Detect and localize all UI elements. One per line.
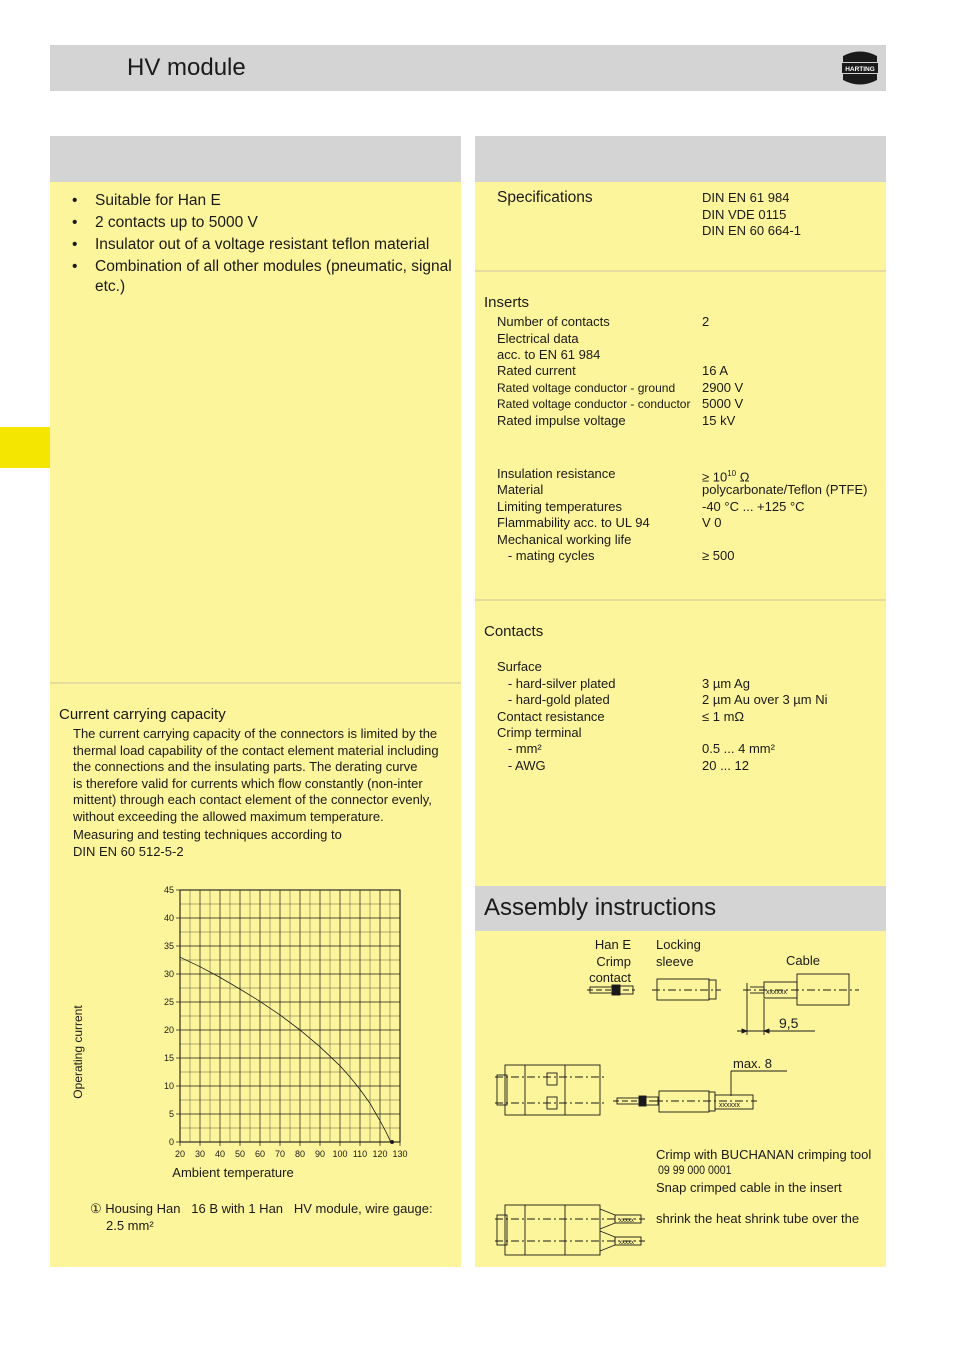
svg-text:xxxxxx: xxxxxx	[766, 989, 787, 996]
assembled-insert-icon	[495, 1205, 645, 1255]
right-divider-2	[475, 599, 886, 601]
chart-ticks	[164, 885, 408, 1159]
x-tick-label: 70	[274, 1149, 286, 1159]
y-tick-label: 45	[163, 885, 174, 895]
y-tick-label: 25	[163, 997, 174, 1007]
page-title: HV module	[127, 54, 246, 81]
assembled-contact-icon	[613, 1071, 787, 1112]
specifications-label: Specifications	[497, 189, 593, 206]
feature-item: • Combination of all other modules (pneumatic, signal etc.)	[50, 257, 455, 296]
y-tick-label: 0	[168, 1137, 174, 1147]
dimension-2: max. 8	[733, 1056, 773, 1071]
svg-text:xxxxxx: xxxxxx	[719, 1102, 740, 1109]
label-cable: Cable	[786, 953, 820, 968]
y-axis-label: Operating current	[71, 1005, 85, 1099]
y-tick-label: 40	[163, 913, 174, 923]
x-tick-label: 50	[234, 1149, 246, 1159]
right-column-header	[475, 136, 886, 182]
y-tick-label: 20	[163, 1025, 174, 1035]
left-divider	[50, 682, 461, 684]
assembly-tool-number: 09 99 000 0001	[658, 1165, 732, 1177]
y-tick-label: 15	[163, 1053, 174, 1063]
contacts-title: Contacts	[484, 623, 544, 640]
inserts-title: Inserts	[484, 294, 530, 311]
x-axis-label: Ambient temperature	[172, 1165, 294, 1180]
x-tick-label: 120	[372, 1149, 388, 1159]
assembly-panel	[475, 931, 886, 1267]
svg-text:xxxxx: xxxxx	[619, 1240, 634, 1246]
label-han-e: Han E Crimp contact	[589, 937, 631, 985]
feature-item: • Suitable for Han E	[50, 191, 455, 211]
x-tick-label: 110	[352, 1149, 368, 1159]
left-column-header	[50, 136, 461, 182]
ccc-text: The current carrying capacity of the connectors is limited by the thermal load capability of the contact element material including the connections and the insulating parts. The derating curve is therefore valid for currents which flow constantly (non-inter mittent) through each contact element of the connector evenly, without exceeding the allowed maximum temperature. Measuring and testing techniques according to DIN EN 60 512-5-2	[73, 726, 439, 859]
crimp-contact-icon	[587, 985, 635, 995]
right-divider-1	[475, 270, 886, 272]
left-column	[50, 182, 461, 1267]
header-bar	[50, 45, 886, 91]
label-locking-sleeve: Locking sleeve	[656, 937, 701, 969]
derating-chart	[62, 882, 422, 1182]
y-tick-label: 35	[163, 941, 174, 951]
x-tick-label: 20	[174, 1149, 186, 1159]
chart-grid	[180, 890, 400, 1142]
x-tick-label: 60	[254, 1149, 266, 1159]
locking-sleeve-icon	[652, 979, 721, 1000]
right-column: Specifications DIN EN 61 984 DIN VDE 0115 DIN EN 60 664-1 Inserts Number of contacts 2 Electrical data acc. to EN 61 984 Rated current 16 A Rated voltage conductor - ground 2900 V Rated voltage conductor - conductor 5000 V Rated impulse voltage 15 kV Insulation resistance ≥ $10^{10}$ Ω Material polycarbonate/Teflon (PTFE) Limiting temperatures -40 °C ... +125 °C Flammability acc. to UL 94 V 0 Mechanical working life - mating cycles ≥ 500 Contacts Surface - hard-silver plated 3 µm Ag - hard-gold plated 2 µm Au over 3 µm Ni Contact resistance ≤ 1 mΩ Crimp terminal - mm² 0.5 ... 4 mm² - AWG 20 ... 12	[475, 182, 886, 886]
x-tick-label: 130	[392, 1149, 408, 1159]
x-tick-label: 30	[194, 1149, 206, 1159]
assembly-step-2: Snap crimped cable in the insert	[656, 1180, 842, 1195]
specifications-values: DIN EN 61 984 DIN VDE 0115 DIN EN 60 664-1	[702, 190, 801, 238]
chart-footnote: ① Housing Han 16 B with 1 Han HV module, wire gauge: 2.5 mm²	[90, 1201, 433, 1233]
curve-end-point	[390, 1140, 394, 1144]
feature-item: • 2 contacts up to 5000 V	[50, 213, 455, 233]
feature-item: • Insulator out of a voltage resistant teflon material	[50, 235, 455, 255]
assembly-step-1: Crimp with BUCHANAN crimping tool	[656, 1147, 872, 1162]
x-tick-label: 40	[214, 1149, 226, 1159]
svg-text:xxxxx: xxxxx	[619, 1218, 634, 1224]
logo-text: HARTING	[845, 66, 875, 73]
y-tick-label: 10	[163, 1081, 174, 1091]
y-tick-label: 30	[163, 969, 174, 979]
assembly-header	[475, 886, 886, 931]
x-tick-label: 80	[294, 1149, 306, 1159]
x-tick-label: 90	[314, 1149, 326, 1159]
assembly-step-3: shrink the heat shrink tube over the	[656, 1211, 860, 1226]
x-tick-label: 100	[332, 1149, 348, 1159]
harting-logo	[840, 49, 880, 87]
feature-list	[50, 191, 455, 299]
y-tick-label: 5	[168, 1109, 174, 1119]
ccc-title: Current carrying capacity	[59, 706, 226, 723]
assembly-title: Assembly instructions	[484, 894, 717, 921]
insert-housing-icon	[495, 1065, 605, 1115]
dimension-1: 9,5	[779, 1015, 799, 1031]
side-tab	[0, 427, 50, 468]
